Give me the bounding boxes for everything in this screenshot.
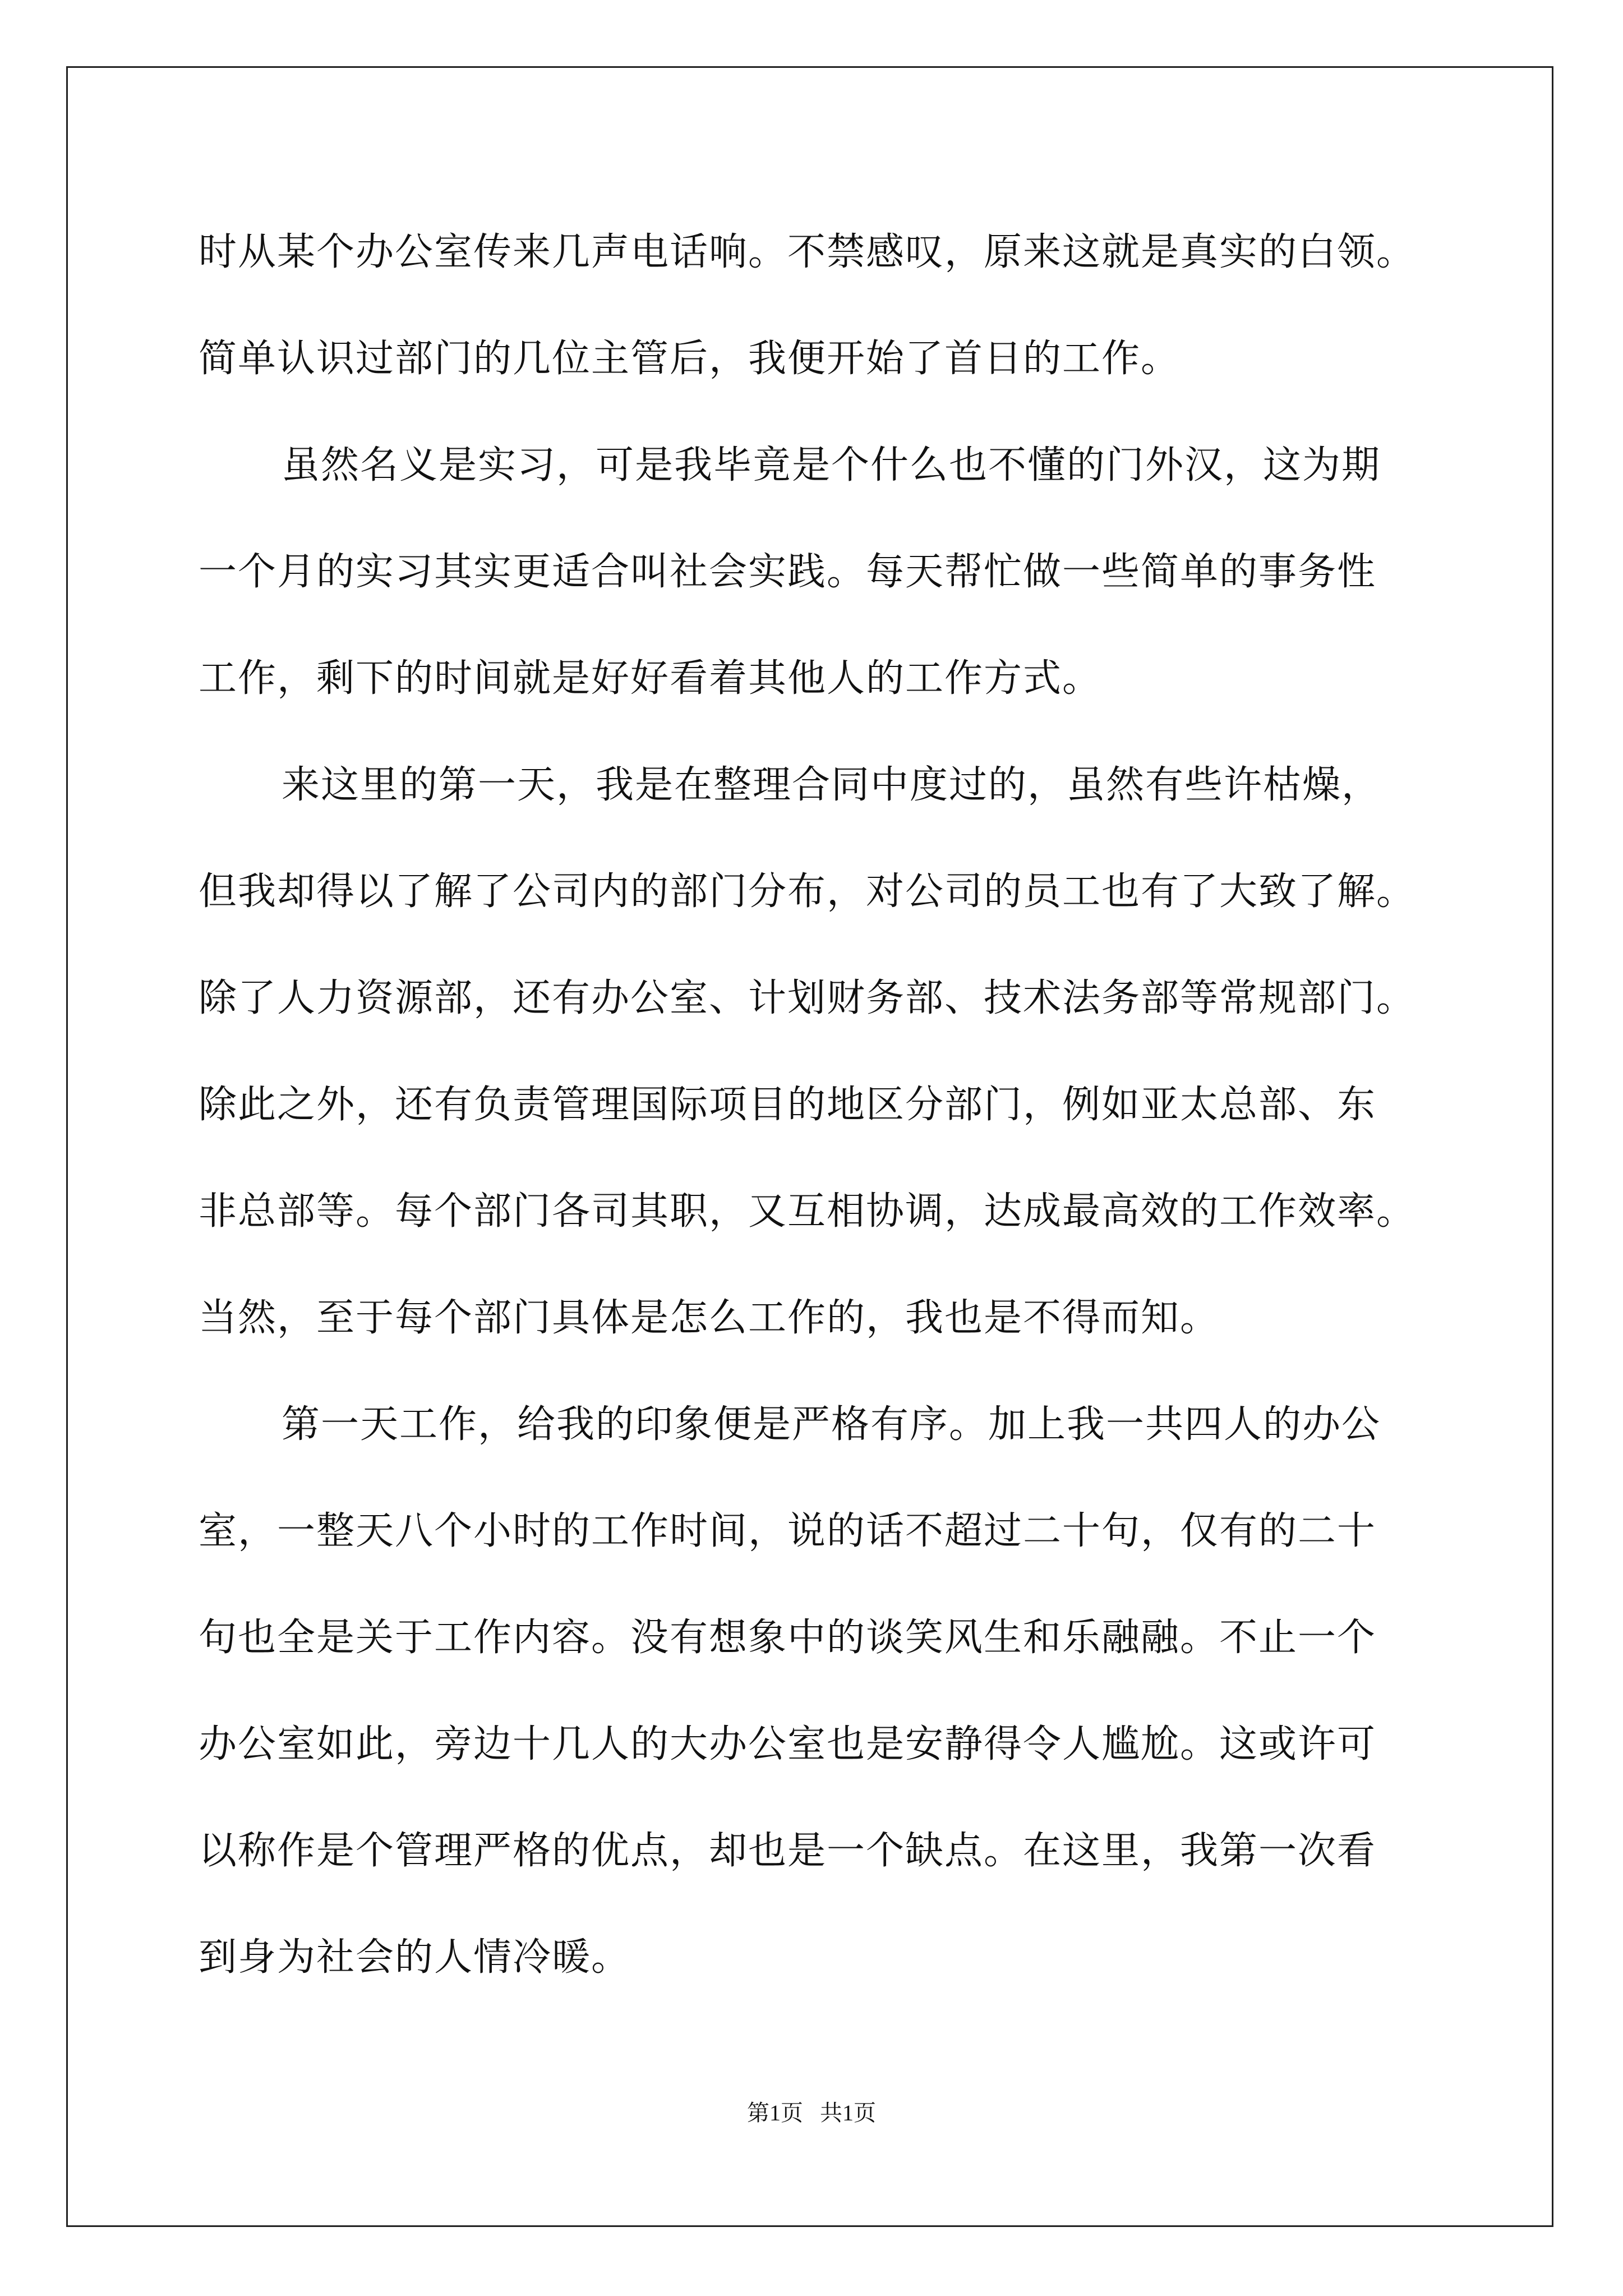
text-line: 当然，至于每个部门具体是怎么工作的，我也是不得而知。 [199, 1296, 1220, 1340]
paragraph-start-line: 来这里的第一天，我是在整理合同中度过的，虽然有些许枯燥， [282, 763, 1381, 807]
text-line: 句也全是关于工作内容。没有想象中的谈笑风生和乐融融。不止一个 [199, 1616, 1377, 1660]
text-line: 时从某个办公室传来几声电话响。不禁感叹，原来这就是真实的白领。 [199, 230, 1416, 274]
text-line: 以称作是个管理严格的优点，却也是一个缺点。在这里，我第一次看 [199, 1829, 1377, 1873]
text-line: 工作，剩下的时间就是好好看着其他人的工作方式。 [199, 656, 1102, 701]
text-line: 简单认识过部门的几位主管后，我便开始了首日的工作。 [199, 337, 1181, 381]
text-line: 室，一整天八个小时的工作时间，说的话不超过二十句，仅有的二十 [199, 1509, 1377, 1553]
text-line: 非总部等。每个部门各司其职，又互相协调，达成最高效的工作效率。 [199, 1189, 1416, 1234]
text-line: 除了人力资源部，还有办公室、计划财务部、技术法务部等常规部门。 [199, 976, 1416, 1020]
text-line: 一个月的实习其实更适合叫社会实践。每天帮忙做一些简单的事务性 [199, 550, 1377, 594]
paragraph-start-line: 虽然名义是实习，可是我毕竟是个什么也不懂的门外汉，这为期 [282, 443, 1381, 487]
text-line: 但我却得以了解了公司内的部门分布，对公司的员工也有了大致了解。 [199, 869, 1416, 914]
text-line: 办公室如此，旁边十几人的大办公室也是安静得令人尴尬。这或许可 [199, 1722, 1377, 1766]
paragraph-start-line: 第一天工作，给我的印象便是严格有序。加上我一共四人的办公 [282, 1402, 1381, 1447]
text-line: 除此之外，还有负责管理国际项目的地区分部门，例如亚太总部、东 [199, 1083, 1377, 1127]
page-footer: 第1页 共1页 [747, 2100, 876, 2125]
text-line: 到身为社会的人情冷暖。 [199, 1935, 631, 1980]
document-body [199, 199, 1449, 2011]
